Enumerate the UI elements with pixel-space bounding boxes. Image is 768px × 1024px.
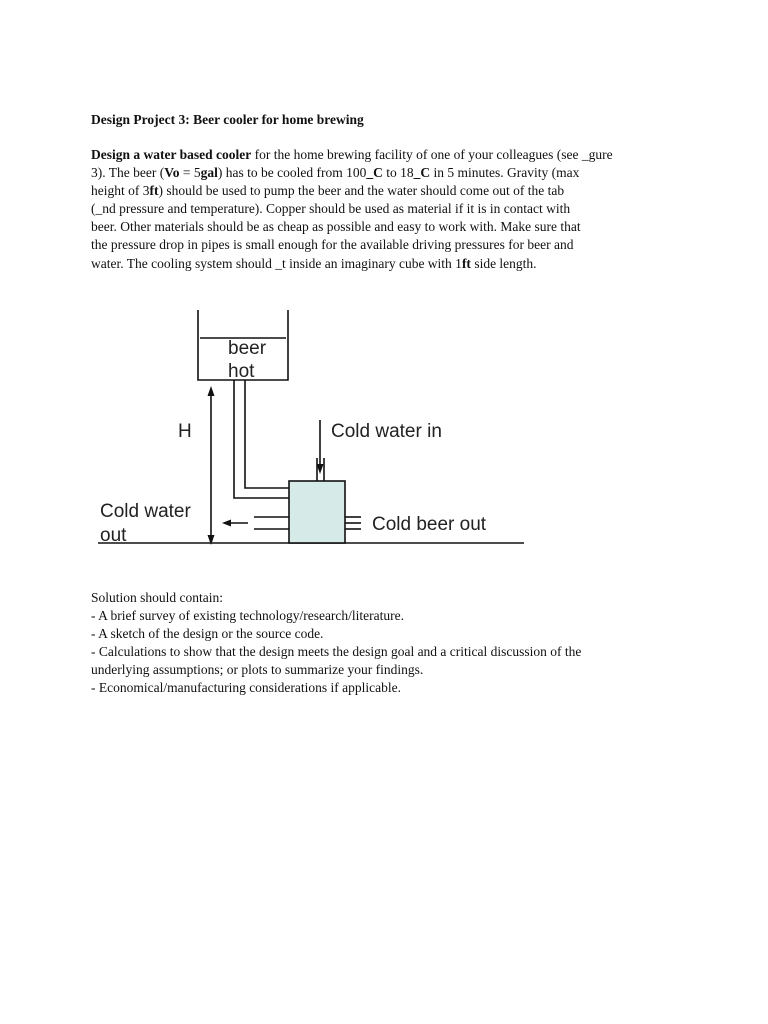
- solution-section: [91, 589, 711, 698]
- label-cold-beer-out: Cold beer out: [372, 514, 487, 535]
- label-out: out: [100, 525, 127, 546]
- paragraph-line-7: water. The cooling system should _t inside an imaginary cube with 1ft side length.: [91, 255, 537, 271]
- paragraph-line-2: 3). The beer (Vo = 5gal) has to be cooled from 100_C to 18_C in 5 minutes. Gravity (max: [91, 165, 580, 181]
- paragraph-line-6: the pressure drop in pipes is small enough for the available driving pressures for beer and: [91, 237, 574, 253]
- description-paragraph: [91, 146, 691, 273]
- solution-item: - A sketch of the design or the source code.: [91, 626, 324, 642]
- paragraph-line-3: height of 3ft) should be used to pump the beer and the water should come out of the tab: [91, 183, 565, 199]
- label-h: H: [178, 421, 192, 442]
- label-cold-water-in: Cold water in: [331, 421, 442, 442]
- page-title: Design Project 3: Beer cooler for home brewing: [91, 112, 364, 127]
- beer-pipe-inner: [245, 380, 289, 488]
- solution-item: underlying assumptions; or plots to summarize your findings.: [91, 662, 424, 678]
- solution-item: - Calculations to show that the design meets the design goal and a critical discussion of the: [91, 644, 582, 660]
- paragraph-line-5: beer. Other materials should be as cheap as possible and easy to work with. Make sure that: [91, 219, 581, 235]
- label-cold-water: Cold water: [100, 501, 191, 522]
- beer-pipe-outer: [234, 380, 289, 498]
- height-arrow-up-head: [208, 386, 215, 396]
- water-out-arrow-head: [222, 520, 231, 527]
- label-hot: hot: [228, 361, 255, 382]
- paragraph-line-4: (_nd pressure and temperature). Copper should be used as material if it is in contact with: [91, 201, 571, 217]
- label-beer: beer: [228, 338, 267, 359]
- paragraph-line-1: Design a water based cooler for the home brewing facility of one of your colleagues (see _gure: [91, 147, 613, 162]
- bold-lead: Design a water based cooler: [91, 147, 252, 162]
- solution-item: - Economical/manufacturing considerations if applicable.: [91, 680, 402, 696]
- beer-cooler-diagram: [88, 300, 528, 550]
- solution-item: - A brief survey of existing technology/research/literature.: [91, 608, 405, 624]
- cooler-box: [289, 481, 345, 543]
- solution-heading: Solution should contain:: [91, 590, 224, 605]
